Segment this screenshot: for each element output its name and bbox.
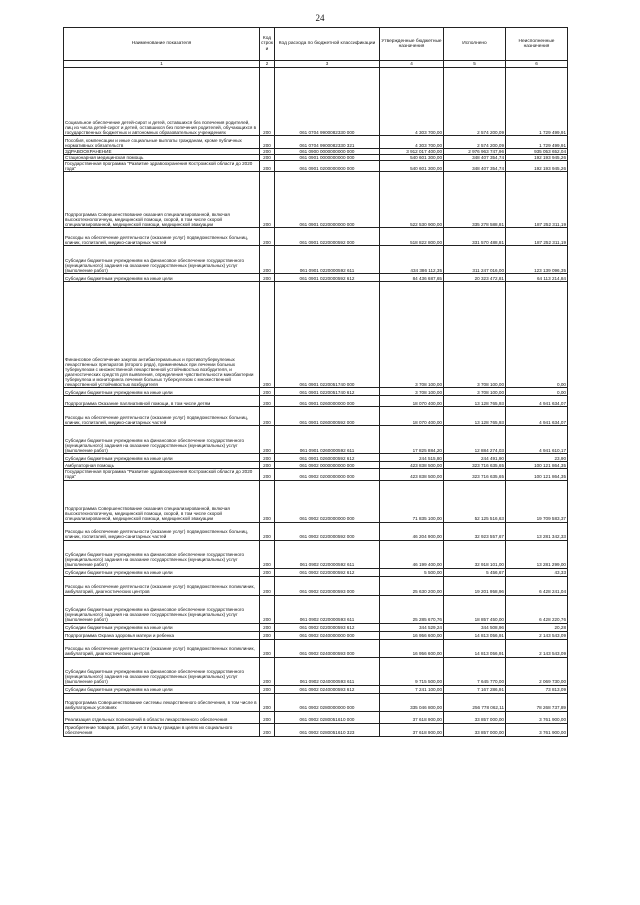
row-executed: 33 857 000,00 bbox=[444, 711, 506, 723]
row-name: Социальное обеспечение детей-сирот и детей, оставшихся без попечения родителей, лиц из числа детей-сирот и детей, оставшихся без попечения родителей, обучающихся в государственных бюджетных и автономных образовательных учреждениях bbox=[64, 68, 260, 136]
row-budget-code: 061 0902 0240000593 611 bbox=[275, 657, 380, 685]
row-approved: 84 436 687,65 bbox=[380, 274, 444, 282]
row-line-code: 200 bbox=[260, 454, 275, 462]
column-number: 4 bbox=[380, 61, 444, 68]
column-number: 6 bbox=[506, 61, 568, 68]
table-row bbox=[64, 540, 568, 568]
row-remaining: 3 761 900,00 bbox=[506, 711, 568, 723]
row-executed: 348 407 354,74 bbox=[444, 155, 506, 161]
table-row bbox=[64, 282, 568, 388]
table-row bbox=[64, 246, 568, 274]
row-name: Субсидии бюджетным учреждениям на иные цели bbox=[64, 454, 260, 462]
row-line-code: 200 bbox=[260, 282, 275, 388]
row-budget-code: 061 0902 0220000592 611 bbox=[275, 540, 380, 568]
row-name: Подпрограмма Совершенствование оказания специализированной, включая высокотехнологичную, медицинской помощи, скорой, в том числе скорой специализированной, медицинской помощи, медицинской эвакуации bbox=[64, 172, 260, 228]
table-row bbox=[64, 723, 568, 736]
row-budget-code: 061 0902 0220000593 611 bbox=[275, 595, 380, 623]
table-body bbox=[64, 68, 568, 737]
row-remaining: 2 143 543,09 bbox=[506, 631, 568, 639]
row-line-code: 200 bbox=[260, 161, 275, 172]
row-budget-code: 061 0902 0220000593 000 bbox=[275, 576, 380, 595]
row-remaining: 4 941 610,17 bbox=[506, 426, 568, 454]
table-row bbox=[64, 68, 568, 136]
row-budget-code: 061 0901 0200000000 000 bbox=[275, 161, 380, 172]
table-row bbox=[64, 274, 568, 282]
row-line-code: 200 bbox=[260, 595, 275, 623]
table-row bbox=[64, 426, 568, 454]
row-remaining: 100 121 864,35 bbox=[506, 469, 568, 480]
row-budget-code: 061 0902 0280051610 000 bbox=[275, 711, 380, 723]
row-line-code: 200 bbox=[260, 68, 275, 136]
row-approved: 16 956 600,00 bbox=[380, 639, 444, 657]
row-remaining: 0,00 bbox=[506, 282, 568, 388]
row-name: Субсидии бюджетным учреждениям на иные цели bbox=[64, 274, 260, 282]
row-executed: 32 918 101,00 bbox=[444, 540, 506, 568]
row-budget-code: 061 0902 0280000000 000 bbox=[275, 693, 380, 711]
row-budget-code: 061 0901 0220000592 000 bbox=[275, 228, 380, 246]
row-budget-code: 061 0902 0240000593 612 bbox=[275, 685, 380, 693]
row-budget-code: 061 0902 0240000000 000 bbox=[275, 631, 380, 639]
column-number: 3 bbox=[275, 61, 380, 68]
table-row bbox=[64, 136, 568, 149]
header-unexecuted: Неисполненные назначения bbox=[506, 28, 568, 61]
table-row bbox=[64, 595, 568, 623]
row-remaining: 6 428 241,04 bbox=[506, 576, 568, 595]
row-remaining: 1 729 499,91 bbox=[506, 68, 568, 136]
row-line-code: 200 bbox=[260, 480, 275, 522]
row-executed: 14 813 056,91 bbox=[444, 631, 506, 639]
row-approved: 25 630 200,00 bbox=[380, 576, 444, 595]
row-name: Расходы на обеспечение деятельности (оказание услуг) подведомственных больниц, клиник, госпиталей, медико-санитарных частей bbox=[64, 522, 260, 540]
row-remaining: 19 709 583,37 bbox=[506, 480, 568, 522]
row-approved: 25 285 670,76 bbox=[380, 595, 444, 623]
row-line-code: 200 bbox=[260, 711, 275, 723]
row-name: Расходы на обеспечение деятельности (оказание услуг) подведомственных больниц, клиник, госпиталей, медико-санитарных частей bbox=[64, 228, 260, 246]
row-approved: 335 046 800,00 bbox=[380, 693, 444, 711]
header-executed: Исполнено bbox=[444, 28, 506, 61]
table-row bbox=[64, 161, 568, 172]
row-name: Пособия, компенсации и иные социальные выплаты гражданам, кроме публичных нормативных обязательств bbox=[64, 136, 260, 149]
row-executed: 348 407 354,74 bbox=[444, 161, 506, 172]
row-approved: 344 529,24 bbox=[380, 623, 444, 631]
row-remaining: 2 069 730,00 bbox=[506, 657, 568, 685]
row-remaining: 64 113 214,84 bbox=[506, 274, 568, 282]
row-approved: 244 515,80 bbox=[380, 454, 444, 462]
row-approved: 434 386 112,35 bbox=[380, 246, 444, 274]
row-budget-code: 061 0902 0000000000 000 bbox=[275, 462, 380, 469]
row-line-code: 200 bbox=[260, 246, 275, 274]
row-approved: 18 070 400,00 bbox=[380, 396, 444, 407]
row-approved: 37 618 900,00 bbox=[380, 723, 444, 736]
row-name: Расходы на обеспечение деятельности (оказание услуг) подведомственных поликлиник, амбулаторий, диагностических центров bbox=[64, 639, 260, 657]
row-remaining: 123 139 096,35 bbox=[506, 246, 568, 274]
row-executed: 7 167 286,91 bbox=[444, 685, 506, 693]
row-line-code: 200 bbox=[260, 396, 275, 407]
row-name: ЗДРАВООХРАНЕНИЕ bbox=[64, 149, 260, 155]
row-executed: 244 491,90 bbox=[444, 454, 506, 462]
row-name: Расходы на обеспечение деятельности (оказание услуг) подведомственных поликлиник, амбулаторий, диагностических центров bbox=[64, 576, 260, 595]
row-approved: 522 530 900,00 bbox=[380, 172, 444, 228]
row-name: Государственная программа "Развитие здравоохранения Костромской области до 2020 года" bbox=[64, 469, 260, 480]
row-line-code: 200 bbox=[260, 155, 275, 161]
column-number: 5 bbox=[444, 61, 506, 68]
row-approved: 423 838 500,00 bbox=[380, 469, 444, 480]
row-name: Подпрограмма Совершенствование оказания специализированной, включая высокотехнологичную, медицинской помощи, скорой, в том числе скорой специализированной, медицинской помощи, медицинской эвакуации bbox=[64, 480, 260, 522]
row-approved: 540 601 300,00 bbox=[380, 155, 444, 161]
row-line-code: 200 bbox=[260, 631, 275, 639]
row-executed: 13 128 765,93 bbox=[444, 407, 506, 426]
header-line-code: Код строк и bbox=[260, 28, 275, 61]
table-row bbox=[64, 693, 568, 711]
row-approved: 4 303 700,00 bbox=[380, 68, 444, 136]
row-line-code: 200 bbox=[260, 639, 275, 657]
table-row bbox=[64, 462, 568, 469]
table-row bbox=[64, 568, 568, 576]
row-name: Стационарная медицинская помощь bbox=[64, 155, 260, 161]
row-name: Государственная программа "Развитие здравоохранения Костромской области до 2020 года" bbox=[64, 161, 260, 172]
table-row bbox=[64, 172, 568, 228]
row-name: Подпрограмма Охрана здоровья матери и ребенка bbox=[64, 631, 260, 639]
row-executed: 13 128 765,93 bbox=[444, 396, 506, 407]
row-executed: 323 716 635,65 bbox=[444, 462, 506, 469]
budget-execution-table bbox=[63, 27, 568, 737]
row-remaining: 192 193 945,26 bbox=[506, 161, 568, 172]
row-executed: 19 201 958,96 bbox=[444, 576, 506, 595]
table-row bbox=[64, 388, 568, 396]
column-number-row bbox=[64, 61, 568, 68]
row-budget-code: 061 0901 0220051740 000 bbox=[275, 282, 380, 388]
table-row bbox=[64, 711, 568, 723]
row-remaining: 4 941 634,07 bbox=[506, 407, 568, 426]
column-number: 2 bbox=[260, 61, 275, 68]
table-row bbox=[64, 576, 568, 595]
row-budget-code: 061 0902 0240000593 000 bbox=[275, 639, 380, 657]
row-executed: 344 508,96 bbox=[444, 623, 506, 631]
row-line-code: 200 bbox=[260, 274, 275, 282]
row-approved: 5 500,00 bbox=[380, 568, 444, 576]
row-line-code: 200 bbox=[260, 693, 275, 711]
row-approved: 17 825 884,20 bbox=[380, 426, 444, 454]
row-executed: 3 708 100,00 bbox=[444, 282, 506, 388]
row-approved: 4 303 700,00 bbox=[380, 136, 444, 149]
row-approved: 423 838 500,00 bbox=[380, 462, 444, 469]
row-line-code: 200 bbox=[260, 228, 275, 246]
row-remaining: 13 281 299,00 bbox=[506, 540, 568, 568]
row-remaining: 13 281 342,33 bbox=[506, 522, 568, 540]
row-approved: 3 708 100,00 bbox=[380, 282, 444, 388]
row-name: Расходы на обеспечение деятельности (оказание услуг) подведомственных больниц, клиник, госпиталей, медико-санитарных частей bbox=[64, 407, 260, 426]
row-budget-code: 061 0902 0200000000 000 bbox=[275, 469, 380, 480]
row-executed: 52 125 516,63 bbox=[444, 480, 506, 522]
row-budget-code: 061 0901 0260000592 612 bbox=[275, 454, 380, 462]
row-executed: 18 857 450,00 bbox=[444, 595, 506, 623]
row-remaining: 192 193 945,26 bbox=[506, 155, 568, 161]
header-approved: Утвержденные бюджетные назначения bbox=[380, 28, 444, 61]
row-budget-code: 061 0901 0220000000 000 bbox=[275, 172, 380, 228]
row-name: Субсидии бюджетным учреждениям на финансовое обеспечение государственного (муниципального) задания на оказание государственных (муниципальных) услуг (выполнение работ) bbox=[64, 246, 260, 274]
row-executed: 12 884 274,03 bbox=[444, 426, 506, 454]
row-name: Субсидии бюджетным учреждениям на финансовое обеспечение государственного (муниципального) задания на оказание государственных (муниципальных) услуг (выполнение работ) bbox=[64, 540, 260, 568]
row-remaining: 2 143 543,09 bbox=[506, 639, 568, 657]
row-line-code: 200 bbox=[260, 540, 275, 568]
table-row bbox=[64, 228, 568, 246]
row-budget-code: 061 0902 0280051610 323 bbox=[275, 723, 380, 736]
table-row bbox=[64, 407, 568, 426]
row-name: Приобретение товаров, работ, услуг в пользу граждан в целях их социального обеспечения bbox=[64, 723, 260, 736]
row-name: Подпрограмма Оказание паллиативной помощи, в том числе детям bbox=[64, 396, 260, 407]
row-budget-code: 061 0901 0260000592 000 bbox=[275, 407, 380, 426]
row-name: Субсидии бюджетным учреждениям на финансовое обеспечение государственного (муниципального) задания на оказание государственных (муниципальных) услуг (выполнение работ) bbox=[64, 657, 260, 685]
row-executed: 331 570 488,81 bbox=[444, 228, 506, 246]
row-remaining: 23,90 bbox=[506, 454, 568, 462]
row-line-code: 200 bbox=[260, 462, 275, 469]
row-remaining: 1 729 499,91 bbox=[506, 136, 568, 149]
row-approved: 46 204 900,00 bbox=[380, 522, 444, 540]
row-budget-code: 061 0902 0220000592 000 bbox=[275, 522, 380, 540]
row-name: Субсидии бюджетным учреждениям на финансовое обеспечение государственного (муниципального) задания на оказание государственных (муниципальных) услуг (выполнение работ) bbox=[64, 426, 260, 454]
row-approved: 3 708 100,00 bbox=[380, 388, 444, 396]
row-executed: 2 976 963 747,96 bbox=[444, 149, 506, 155]
header-budget-code: Код расхода по бюджетной классификации bbox=[275, 28, 380, 61]
row-executed: 32 923 557,67 bbox=[444, 522, 506, 540]
row-name: Финансовое обеспечение закупок антибактериальных и противотуберкулезных лекарственных препаратов (второго ряда), применяемых при лечении больных туберкулезом с множественной лекарственной устойчивостью возбудителя, и диагностических средств для выявления, определения чувствительности микобактерии туберкулеза и мониторинга лечения больных туберкулезом с множественной лекарственной устойчивостью возбудителя bbox=[64, 282, 260, 388]
row-line-code: 200 bbox=[260, 136, 275, 149]
row-remaining: 43,33 bbox=[506, 568, 568, 576]
table-row bbox=[64, 631, 568, 639]
row-budget-code: 061 0901 0220000592 612 bbox=[275, 274, 380, 282]
row-executed: 33 857 000,00 bbox=[444, 723, 506, 736]
row-line-code: 200 bbox=[260, 623, 275, 631]
row-remaining: 73 813,09 bbox=[506, 685, 568, 693]
row-approved: 9 715 500,00 bbox=[380, 657, 444, 685]
table-row bbox=[64, 639, 568, 657]
row-line-code: 200 bbox=[260, 568, 275, 576]
row-approved: 71 835 100,00 bbox=[380, 480, 444, 522]
table-header-row bbox=[64, 28, 568, 61]
row-line-code: 200 bbox=[260, 149, 275, 155]
row-line-code: 200 bbox=[260, 576, 275, 595]
row-remaining: 935 053 652,04 bbox=[506, 149, 568, 155]
row-budget-code: 061 0901 0220051740 612 bbox=[275, 388, 380, 396]
row-remaining: 0,00 bbox=[506, 388, 568, 396]
column-number: 1 bbox=[64, 61, 260, 68]
table-row bbox=[64, 396, 568, 407]
row-name: Субсидии бюджетным учреждениям на иные цели bbox=[64, 568, 260, 576]
row-executed: 256 778 062,11 bbox=[444, 693, 506, 711]
row-remaining: 4 941 634,07 bbox=[506, 396, 568, 407]
row-budget-code: 061 0901 0220000592 611 bbox=[275, 246, 380, 274]
row-budget-code: 061 0901 0260000592 611 bbox=[275, 426, 380, 454]
row-line-code: 200 bbox=[260, 172, 275, 228]
row-executed: 335 278 588,81 bbox=[444, 172, 506, 228]
row-executed: 323 716 635,65 bbox=[444, 469, 506, 480]
row-line-code: 200 bbox=[260, 657, 275, 685]
row-line-code: 200 bbox=[260, 522, 275, 540]
row-approved: 16 956 600,00 bbox=[380, 631, 444, 639]
row-budget-code: 061 0901 0000000000 000 bbox=[275, 155, 380, 161]
row-name: Субсидии бюджетным учреждениям на финансовое обеспечение государственного (муниципального) задания на оказание государственных (муниципальных) услуг (выполнение работ) bbox=[64, 595, 260, 623]
row-budget-code: 061 0900 0000000000 000 bbox=[275, 149, 380, 155]
row-remaining: 20,28 bbox=[506, 623, 568, 631]
row-name: Субсидии бюджетным учреждениям на иные цели bbox=[64, 623, 260, 631]
row-budget-code: 061 0902 0220000000 000 bbox=[275, 480, 380, 522]
row-remaining: 78 268 737,89 bbox=[506, 693, 568, 711]
row-budget-code: 061 0901 0260000000 000 bbox=[275, 396, 380, 407]
row-executed: 3 708 100,00 bbox=[444, 388, 506, 396]
row-approved: 540 601 300,00 bbox=[380, 161, 444, 172]
row-line-code: 200 bbox=[260, 388, 275, 396]
table-row bbox=[64, 685, 568, 693]
row-approved: 46 199 400,00 bbox=[380, 540, 444, 568]
row-remaining: 100 121 864,35 bbox=[506, 462, 568, 469]
row-approved: 518 822 800,00 bbox=[380, 228, 444, 246]
row-name: Амбулаторная помощь bbox=[64, 462, 260, 469]
header-name: Наименование показателя bbox=[64, 28, 260, 61]
row-approved: 3 912 017 400,00 bbox=[380, 149, 444, 155]
table-row bbox=[64, 480, 568, 522]
table-row bbox=[64, 155, 568, 161]
row-budget-code: 061 0902 0220000592 612 bbox=[275, 568, 380, 576]
row-executed: 20 323 472,81 bbox=[444, 274, 506, 282]
row-budget-code: 061 0902 0220000593 612 bbox=[275, 623, 380, 631]
page-number: 24 bbox=[315, 13, 325, 23]
table-row bbox=[64, 454, 568, 462]
row-name: Субсидии бюджетным учреждениям на иные цели bbox=[64, 388, 260, 396]
row-remaining: 187 252 311,19 bbox=[506, 228, 568, 246]
row-approved: 18 070 400,00 bbox=[380, 407, 444, 426]
row-executed: 14 813 056,91 bbox=[444, 639, 506, 657]
table-row bbox=[64, 623, 568, 631]
row-executed: 2 574 200,09 bbox=[444, 136, 506, 149]
row-line-code: 200 bbox=[260, 469, 275, 480]
row-remaining: 3 761 900,00 bbox=[506, 723, 568, 736]
row-name: Субсидии бюджетным учреждениям на иные цели bbox=[64, 685, 260, 693]
table-row bbox=[64, 522, 568, 540]
row-executed: 5 456,67 bbox=[444, 568, 506, 576]
row-line-code: 200 bbox=[260, 685, 275, 693]
table-row bbox=[64, 657, 568, 685]
table-row bbox=[64, 469, 568, 480]
row-approved: 7 241 100,00 bbox=[380, 685, 444, 693]
row-line-code: 200 bbox=[260, 407, 275, 426]
row-line-code: 200 bbox=[260, 426, 275, 454]
row-approved: 37 618 900,00 bbox=[380, 711, 444, 723]
row-remaining: 187 252 311,19 bbox=[506, 172, 568, 228]
row-executed: 7 645 770,00 bbox=[444, 657, 506, 685]
row-line-code: 200 bbox=[260, 723, 275, 736]
row-budget-code: 061 0704 9900082330 321 bbox=[275, 136, 380, 149]
row-executed: 311 247 016,00 bbox=[444, 246, 506, 274]
row-name: Реализация отдельных полномочий в области лекарственного обеспечения bbox=[64, 711, 260, 723]
row-name: Подпрограмма Совершенствование системы лекарственного обеспечения, в том числе в амбулаторных условиях bbox=[64, 693, 260, 711]
row-remaining: 6 428 220,76 bbox=[506, 595, 568, 623]
row-executed: 2 574 200,09 bbox=[444, 68, 506, 136]
row-budget-code: 061 0704 9900082330 000 bbox=[275, 68, 380, 136]
